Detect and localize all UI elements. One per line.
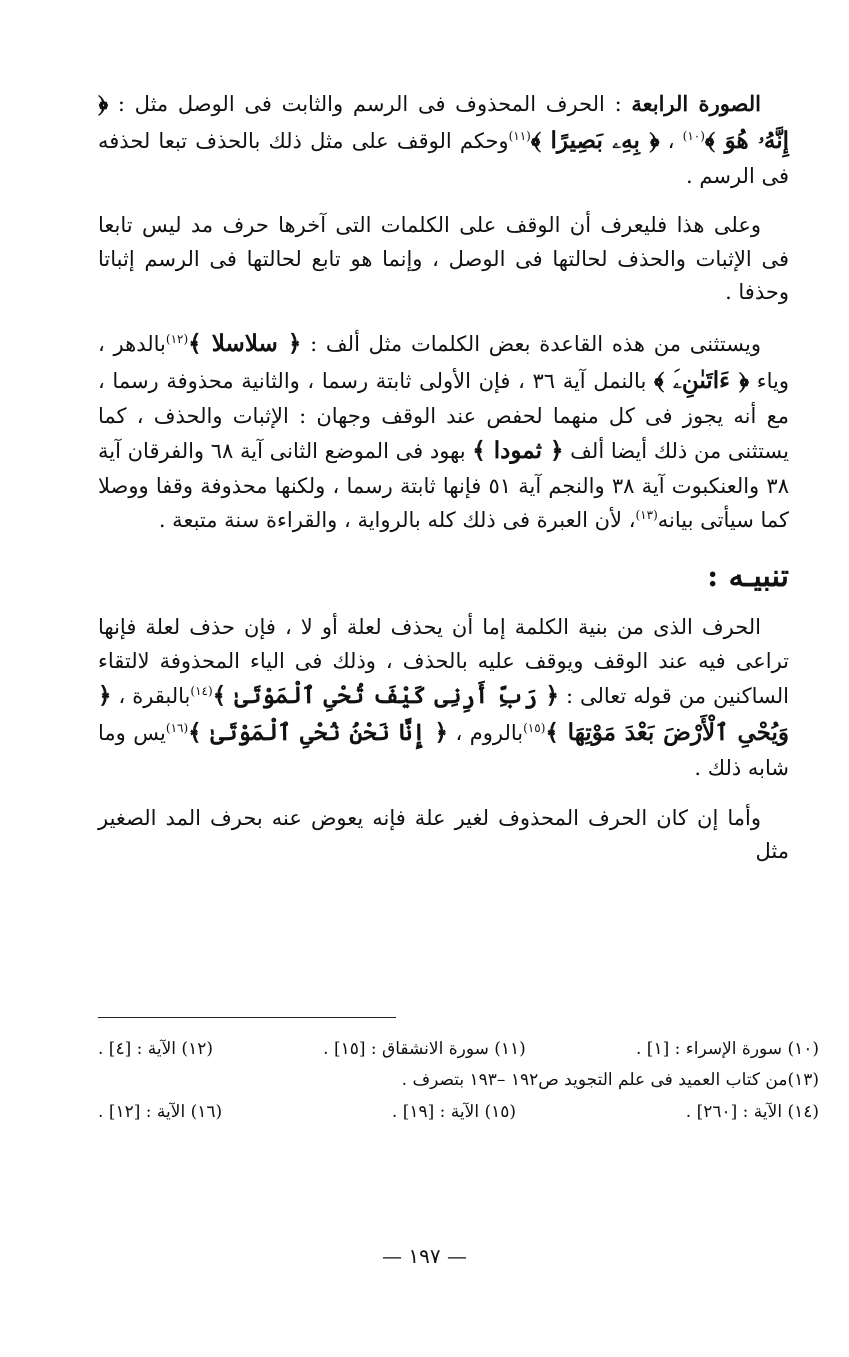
footnote-ref: (١٤) [190,684,213,699]
footnote-16: (١٦) الآية : [١٢] . [98,1101,223,1122]
footnote-15: (١٥) الآية : [١٩] . [391,1101,516,1122]
footnote-14: (١٤) الآية : [٢٦٠] . [685,1101,819,1122]
quran-quote: ﴿ إِنَّهُۥ هُوَ ﴾ [98,90,789,154]
footnote-13: (١٣)من كتاب العميد فى علم التجويد ص١٩٢ –١٩٣ بتصرف . [401,1070,819,1091]
footnote-ref: (١٣) [635,507,658,522]
paragraph-rule: وعلى هذا فليعرف أن الوقف على الكلمات التى آخرها حرف مد ليس تابعا فى الإثبات والحذف لحالتها فى الوصل ، وإنما هو تابع لحالتها فى الرسم إثباتا وحذفا . [98,213,789,305]
page-number: — ١٩٧ — [382,1244,467,1268]
paragraph-compensation: وأما إن كان الحرف المحذوف لغير علة فإنه يعوض عنه بحرف المد الصغير مثل [98,805,789,864]
footnote-ref: (١٠) [682,128,705,143]
footnote-divider [98,1017,396,1018]
footnote-11: (١١) سورة الانشقاق : [١٥] . [323,1039,526,1059]
footnote-row [98,1034,819,1065]
main-text [98,86,789,885]
quran-quote: ﴿ ثمودا ﴾ [472,437,564,465]
fourth-form-label: الصورة الرابعة [631,91,761,116]
section-heading: تنبيـه : [707,559,789,595]
footnote-row [98,1065,819,1096]
paragraph-exceptions: ويستثنى من هذه القاعدة بعض الكلمات مثل ألف : ﴿ سلاسلا ﴾$^{(١٢)}$بالدهر ، وياء ﴿ ءَاتَىٰنِۦَ ﴾ بالنمل آية ٣٦ ، فإن الأولى ثابتة رسما ، والثانية محذوفة رسما ، مع أنه يجوز فى كل منهما لحفص عند الوقف وجهان : الإثبات والحذف ، كما يستثنى من ذلك أيضا ألف ﴿ ثمودا ﴾ بهود فى الموضع الثانى آية ٦٨ والفرقان آية ٣٨ والعنكبوت آية ٣٨ والنجم آية ٥١ فإنها ثابتة رسما ، ولكنها محذوفة وقفا ووصلا كما سيأتى بيانه$^{(١٣)}$، لأن العبرة فى ذلك كله بالرواية ، والقراءة سنة متبعة . [98,329,789,532]
footnote-10: (١٠) سورة الإسراء : [١] . [635,1039,819,1059]
quran-quote: ﴿ إِنَّا نَحْنُ نُحْىِ ٱلْمَوْتَىٰ ﴾ [188,719,448,747]
footnote-ref: (١٢) [165,331,189,346]
quran-quote: ﴿ بِهِۦ بَصِيرًا ﴾ [530,126,660,154]
paragraph-fourth-form: الصورة الرابعة : الحرف المحذوف فى الرسم والثابت فى الوصل مثل : ﴿ إِنَّهُۥ هُوَ ﴾$^{(١٠)}$ ، ﴿ بِهِۦ بَصِيرًا ﴾$^{(١١)}$وحكم الوقف على مثل ذلك بالحذف تبعا لحذفه فى الرسم . [98,90,789,188]
quran-quote: ﴿ ءَاتَىٰنِۦَ ﴾ [653,366,750,394]
paragraph-note: الحرف الذى من بنية الكلمة إما أن يحذف لعلة أو لا ، فإن حذف لعلة فإنها تراعى فيه عند الوقف ويوقف عليه بالحذف ، وذلك فى الياء المحذوفة لالتقاء الساكنين من قوله تعالى : ﴿ رَبِّ أَرِنِى كَيْفَ تُحْىِ ٱلْمَوْتَىٰ ﴾$^{(١٤)}$بالبقرة ، ﴿ وَيُحْىِ ٱلْأَرْضَ بَعْدَ مَوْتِهَا ﴾$^{(١٥)}$بالروم ، ﴿ إِنَّا نَحْنُ نُحْىِ ٱلْمَوْتَىٰ ﴾$^{(١٦)}$يس وما شابه ذلك . [98,615,789,780]
quran-quote: ﴿ وَيُحْىِ ٱلْأَرْضَ بَعْدَ مَوْتِهَا ﴾ [98,682,789,747]
footnote-12: (١٢) الآية : [٤] . [98,1039,213,1059]
footnote-ref: (١٥) [523,721,546,736]
quran-quote: ﴿ سلاسلا ﴾ [188,329,302,357]
quran-quote: ﴿ رَبِّ أَرِنِى كَيْفَ تُحْىِ ٱلْمَوْتَىٰ ﴾ [212,682,559,710]
footnote-row [98,1097,819,1128]
footnote-ref: (١٦) [165,721,189,736]
footnotes [98,1034,819,1128]
footnote-ref: (١١) [508,128,531,143]
